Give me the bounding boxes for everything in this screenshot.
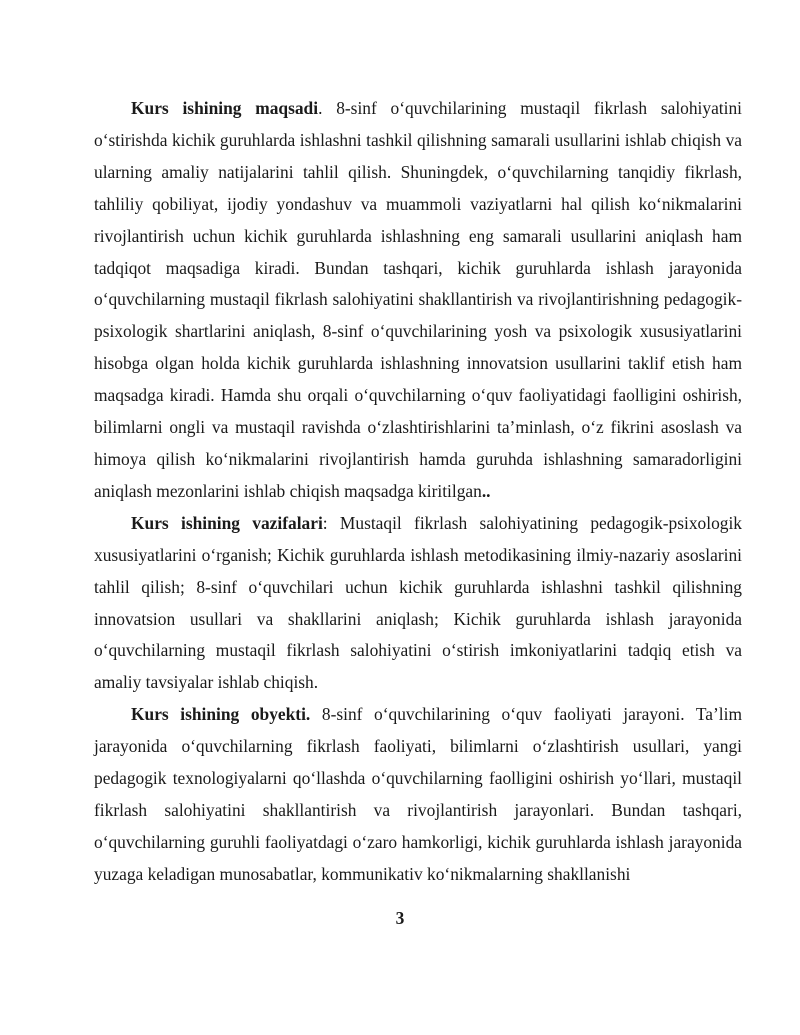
paragraph-heading: Kurs ishining vazifalari [131, 512, 323, 533]
paragraph-heading: Kurs ishining maqsadi [131, 98, 319, 118]
paragraph-text: : Mustaqil fikrlash salohiyatining pedagogik-psixologik xususiyatlarini o‘rganish; Kichik guruhlarda ishlash metodikasining ilmiy-nazariy asoslarini tahlil qilish; 8-sinf o‘quvchilari uchun kichik guruhlarda ishlashni tashkil qilishning innovatsion usullari va shakllarini aniqlash; Kichik guruhlarda ishlash jarayonida o‘quvchilarning mustaqil fikrlash salohiyatini o‘stirish imkoniyatlarini tadqiq etish va amaliy tavsiyalar ishlab chiqish. [94, 512, 742, 693]
paragraph-course-tasks [94, 508, 742, 699]
document-page [94, 93, 742, 891]
paragraph-course-goal [94, 93, 742, 508]
paragraph-tail: .. [481, 480, 491, 501]
paragraph-text: 8-sinf o‘quvchilarining o‘quv faoliyati jarayoni. Ta’lim jarayonida o‘quvchilarning fikrlash faoliyati, bilimlarni o‘zlashtirish usullari, yangi pedagogik texnologiyalarni qo‘llashda o‘quvchilarning faolligini oshirish yo‘llari, mustaqil fikrlash salohiyatini shakllantirish va rivojlantirish jarayonlari. Bundan tashqari, o‘quvchilarning guruhli faoliyatdagi o‘zaro hamkorligi, kichik guruhlarda ishlash jarayonida yuzaga keladigan munosabatlar, kommunikativ ko‘nikmalarning shakllanishi [94, 704, 742, 884]
paragraph-course-object [94, 699, 742, 890]
paragraph-text: . 8-sinf o‘quvchilarining mustaqil fikrlash salohiyatini o‘stirishda kichik guruhlarda ishlashni tashkil qilishning samarali usullarini ishlab chiqish va ularning amaliy natijalarini tahlil qilish. Shuningdek, o‘quvchilarning tanqidiy fikrlash, tahliliy qobiliyat, ijodiy yondashuv va muammoli vaziyatlarni hal qilish ko‘nikmalarini rivojlantirish uchun kichik guruhlarda ishlashning eng samarali usullarini aniqlash ham tadqiqot maqsadiga kiradi. Bundan tashqari, kichik guruhlarda ishlash jarayonida o‘quvchilarning mustaqil fikrlash salohiyatini shakllantirish va rivojlantirishning pedagogik-psixologik shartlarini aniqlash, 8-sinf o‘quvchilarining yosh va psixologik xususiyatlarini hisobga olgan holda kichik guruhlarda ishlashning innovatsion usullarini taklif etish ham maqsadga kiradi. Hamda shu orqali o‘quvchilarning o‘quv faoliyatidagi faolligini oshirish, bilimlarni ongli va mustaqil ravishda o‘zlashtirishlarini ta’minlash, o‘z fikrini asoslash va himoya qilish ko‘nikmalarini rivojlantirish hamda guruhda ishlashning samaradorligini aniqlash mezonlarini ishlab chiqish maqsadga kiritilgan [94, 98, 742, 501]
paragraph-heading: Kurs ishining obyekti. [131, 704, 311, 725]
page-number: 3 [395, 908, 405, 928]
